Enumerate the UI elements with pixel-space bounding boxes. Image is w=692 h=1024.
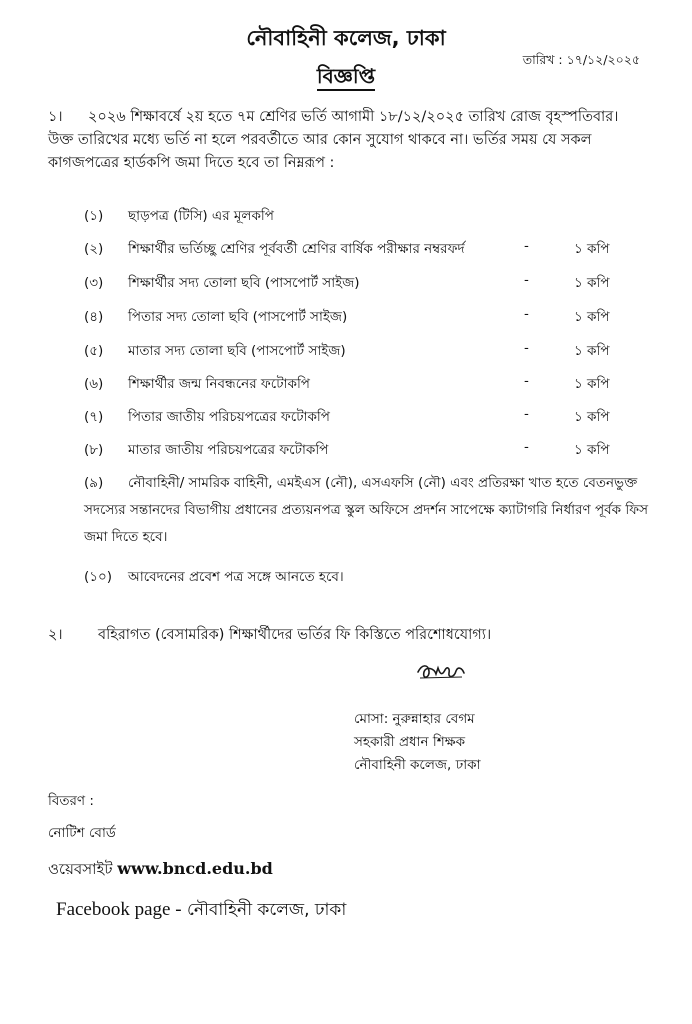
list-item <box>84 340 346 363</box>
list-item <box>84 406 330 429</box>
college-name: নৌবাহিনী কলেজ, ঢাকা <box>246 26 446 50</box>
list-item-copies: ১ কপি <box>574 275 610 291</box>
list-item <box>84 205 274 228</box>
list-item-number: (৫) <box>84 343 104 359</box>
list-item <box>84 272 360 295</box>
list-item-text: মাতার সদ্য তোলা ছবি (পাসপোর্ট সাইজ) <box>128 343 346 359</box>
distribution-label: বিতরণ : <box>48 793 94 809</box>
list-item-dash: - <box>524 306 529 322</box>
list-item <box>84 373 310 396</box>
list-item-text: ছাড়পত্র (টিসি) এর মূলকপি <box>128 208 274 224</box>
list-item-dash: - <box>524 406 529 422</box>
list-item-text: শিক্ষার্থীর জন্ম নিবন্ধনের ফটোকপি <box>128 376 310 392</box>
list-item-copies: ১ কপি <box>574 376 610 392</box>
section-2-paragraph <box>48 624 491 648</box>
section-1-paragraph <box>48 106 644 175</box>
list-item-dash: - <box>524 373 529 389</box>
list-item-copies: ১ কপি <box>574 442 610 458</box>
list-item-number: (৬) <box>84 376 104 392</box>
website-label: ওয়েবসাইট <box>48 860 113 878</box>
signatory-name: মোসা: নুরুন্নাহার বেগম <box>354 711 475 727</box>
list-item-number: (৮) <box>84 442 104 458</box>
notice-title <box>0 62 692 95</box>
signature-image <box>414 660 470 690</box>
list-item-text: নৌবাহিনী/ সামরিক বাহিনী, এমইএস (নৌ), এসএফসি (নৌ) এবং প্রতিরক্ষা খাত হতে বেতনভুক্ত সদস্যের সন্তানদের বিভাগীয় প্রধানের প্রত্যয়নপত্র স্কুল অফিসে প্রদর্শন সাপেক্ষে ক্যাটাগরি নির্ধারণ পূর্বক ফিস জমা দিতে হবে। <box>84 475 649 545</box>
list-item-copies: ১ কপি <box>574 343 610 359</box>
facebook-label: Facebook page - <box>56 899 182 920</box>
list-item-dash: - <box>524 238 529 254</box>
list-item <box>84 306 347 329</box>
website-url: www.bncd.edu.bd <box>117 859 273 878</box>
distribution-facebook <box>56 897 346 925</box>
list-item-dash: - <box>524 272 529 288</box>
distribution-notice-board: নোটিশ বোর্ড <box>48 825 116 841</box>
notice-title-text: বিজ্ঞপ্তি <box>317 64 375 91</box>
list-item-number: (৯) <box>84 475 104 491</box>
list-item-number: (১) <box>84 208 104 224</box>
list-item-dash: - <box>524 340 529 356</box>
list-item-number: (৪) <box>84 309 104 325</box>
list-item <box>84 238 465 261</box>
list-item <box>84 439 328 462</box>
list-item-text: পিতার সদ্য তোলা ছবি (পাসপোর্ট সাইজ) <box>128 309 348 325</box>
list-item-number: (৭) <box>84 409 104 425</box>
facebook-page-name: নৌবাহিনী কলেজ, ঢাকা <box>186 900 347 920</box>
list-item-text: পিতার জাতীয় পরিচয়পত্রের ফটোকপি <box>128 409 330 425</box>
signatory-institution: নৌবাহিনী কলেজ, ঢাকা <box>354 757 481 773</box>
notice-date: তারিখ : ১৭/১২/২০২৫ <box>522 52 640 67</box>
list-item-dash: - <box>524 439 529 455</box>
section-2-number: ২। <box>48 627 63 643</box>
list-item-text: আবেদনের প্রবেশ পত্র সঙ্গে আনতে হবে। <box>128 569 344 585</box>
list-item-text: মাতার জাতীয় পরিচয়পত্রের ফটোকপি <box>128 442 329 458</box>
list-item-number: (২) <box>84 241 104 257</box>
list-item-number: (১০) <box>84 569 113 585</box>
distribution-website <box>48 858 273 883</box>
signature-scribble <box>414 660 470 686</box>
list-item-number: (৩) <box>84 275 104 291</box>
list-item-text: শিক্ষার্থীর সদ্য তোলা ছবি (পাসপোর্ট সাইজ) <box>128 275 360 291</box>
section-2-text: বহিরাগত (বেসামরিক) শিক্ষার্থীদের ভর্তির ফি কিস্তিতে পরিশোধযোগ্য। <box>98 627 492 643</box>
list-item-10 <box>84 566 344 589</box>
signatory-designation: সহকারী প্রধান শিক্ষক <box>354 734 466 750</box>
list-item-9 <box>84 470 650 551</box>
list-item-copies: ১ কপি <box>574 309 610 325</box>
section-1-number: ১। <box>48 109 63 125</box>
list-item-text: শিক্ষার্থীর ভর্তিচ্ছু শ্রেণির পূর্ববর্তী শ্রেণির বার্ষিক পরীক্ষার নম্বরফর্দ <box>128 241 465 257</box>
list-item-copies: ১ কপি <box>574 241 610 257</box>
section-1-text: ২০২৬ শিক্ষাবর্ষে ২য় হতে ৭ম শ্রেণির ভর্তি আগামী ১৮/১২/২০২৫ তারিখ রোজ বৃহস্পতিবার। উক্ত তারিখের মধ্যে ভর্তি না হলে পরবর্তীতে আর কোন সুযোগ থাকবে না। ভর্তির সময় যে সকল কাগজপত্রের হার্ডকপি জমা দিতে হবে তা নিম্নরূপ : <box>48 109 619 171</box>
list-item-copies: ১ কপি <box>574 409 610 425</box>
